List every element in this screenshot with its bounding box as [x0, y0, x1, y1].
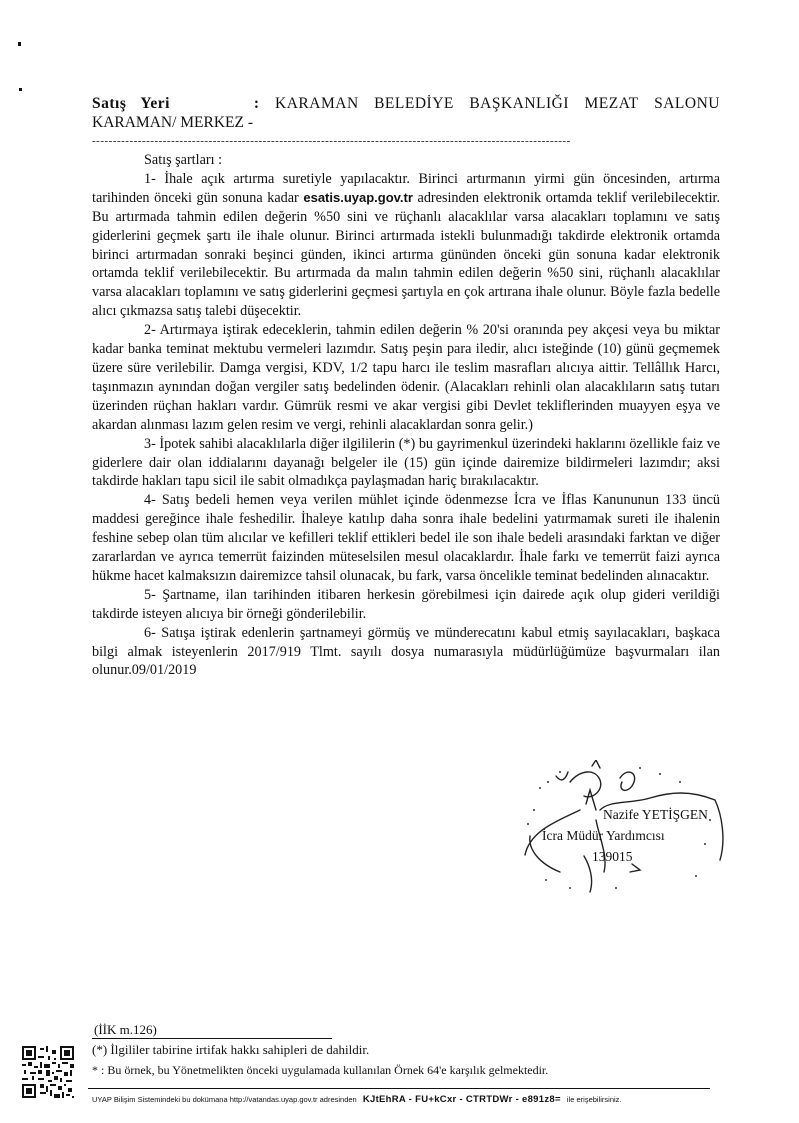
condition-4: 4- Satış bedeli hemen veya verilen mühlet içinde ödenmezse İcra ve İflas Kanununun 133 üncü maddesi gereğince ihale feshedilir. İhaleye katılıp daha sonra ihale bedelini yatırmamak sureti ile ihalenin feshine sebep olan tüm alıcılar ve kefilleri teklif ettikleri bedel ile son ihale bedeli arasındaki farktan ve diğer zararlardan ve ayrıca temerrüt faizinden müteselsilen mesul olacaklardır. İhale farkı ve temerrüt faizi ayrıca hükme hacet kalmaksızın dairemizce tahsil olunacak, bu fark, varsa öncelikle teminat bedelinden alınacaktır.	[92, 492, 720, 584]
scan-mark	[19, 88, 22, 91]
place-word: BELEDİYE	[374, 95, 454, 112]
esatis-url: esatis.uyap.gov.tr	[303, 189, 413, 205]
separator-line: -------------------------------------------------------------------------------------------------------------------	[92, 136, 571, 146]
place-line2: KARAMAN/ MERKEZ -	[92, 114, 254, 131]
place-word: MEZAT	[584, 95, 639, 112]
law-reference: (İİK m.126)	[94, 1022, 157, 1037]
condition-3: 3- İpotek sahibi alacaklılarla diğer ilgililerin (*) bu gayrimenkul üzerindeki haklarını özellikle faiz ve giderlere dair olan iddialarını dayanağı belgeler ile (15) gün içinde dairemize bildirmeleri lazımdır; aksi takdirde hakları tapu sicil ile sabit olmadıkça paylaşmadan hariç bırakılacaktır.	[92, 435, 720, 490]
sale-conditions	[92, 151, 720, 680]
footnotes	[92, 1020, 712, 1080]
document-access-code: KJtEhRA - FU+kCxr - CTRTDWr - e891z8=	[362, 1094, 561, 1105]
label-satis: Satış	[92, 95, 127, 112]
condition-6: 6- Satışa iştirak edenlerin şartnameyi görmüş ve münderecatını kabul etmiş sayılacakları, başkaca bilgi almak isteyenlerin 2017/919 Tlmt. sayılı dosya numarasıyla müdürlüğümüze başvurmaları ilan olunur.09/01/2019	[92, 624, 720, 679]
condition-2: 2- Artırmaya iştirak edeceklerin, tahmin edilen değerin % 20'si oranında pey akçesi veya bu miktar kadar banka teminat mektubu vermeleri lazımdır. Satış peşin para iledir, alıcı isteğinde (10) günü geçmemek üzere süre verilebilir. Damga vergisi, KDV, 1/2 tapu harcı ile teslim masrafları alıcıya aittir. Tellâllık Harcı, taşınmazın aynından doğan vergiler satış bedelinden ödenir. (Alacakları rehinli olan alacaklıların satış tutarı üzerinden rüçhan hakları vardır. Gümrük resmi ve akar vergisi gibi Devlet tekliflerinden muayyen eşya ve akardan alınması lazım gelen resim ve vergi, rehinli alacaklardan sonra gelir.)	[92, 322, 720, 433]
conditions-heading: Satış şartları :	[144, 152, 223, 168]
footnote-1: (*) İlgililer tabirine irtifak hakkı sahipleri de dahildir.	[92, 1042, 370, 1057]
footer-rule	[88, 1088, 710, 1089]
label-colon: :	[253, 95, 260, 112]
signer-number: 139015	[592, 849, 633, 864]
condition-1: 1- İhale açık artırma suretiyle yapılacaktır. Birinci artırmanın yirmi gün öncesinden, artırma tarihinden önceki gün sonuna kadar esatis.uyap.gov.tr adresinden elektronik ortamda teklif verilebilecektir. Bu artırmada tahmin edilen değerin %50 sini ve rüçhanlı alacaklılar varsa alacakları toplamını ve satış giderlerini geçmek şartı ile ihale olunur. Birinci artırmada istekli bulunmadığı takdirde elektronik ortamda birinci artırmadan sonraki beşinci günden, ikinci artırma gününden önceki gün sonuna kadar elektronik ortamda teklif verilebilecektir. Bu artırmada da malın tahmin edilen değerin %50 sini, rüçhanlı alacaklılar varsa alacakları toplamını ve satış giderlerini geçmesi şartıyla en çok artırana ihale olunur. Böyle fazla bedelle alıcı çıkmazsa satış talebi düşecektir.	[92, 170, 720, 320]
qr-code	[22, 1046, 74, 1098]
signer-name: Nazife YETİŞGEN	[603, 807, 708, 822]
footer-prefix: UYAP Bilişim Sistemindeki bu dokümana http://vatandas.uyap.gov.tr adresinden	[92, 1095, 357, 1104]
footnote-rule	[92, 1038, 332, 1039]
footer-suffix: ile erişebilirsiniz.	[566, 1095, 622, 1104]
condition-5: 5- Şartname, ilan tarihinden itibaren herkesin görebilmesi için dairede açık olup gideri verildiği takdirde isteyen alıcıya bir örneği gönderilebilir.	[92, 586, 720, 622]
scan-mark	[18, 42, 21, 46]
uyap-footer	[92, 1094, 722, 1105]
place-word: BAŞKANLIĞI	[469, 95, 570, 112]
signer-title: İcra Müdür Yardımcısı	[542, 828, 665, 843]
label-yeri: Yeri	[140, 95, 170, 112]
footnote-2: * : Bu örnek, bu Yönetmelikten önceki uygulamada kullanılan Örnek 64'e karşılık gelmektedir.	[92, 1063, 549, 1077]
signature-block	[500, 760, 730, 900]
place-word: SALONU	[654, 95, 720, 112]
place-word: KARAMAN	[275, 95, 359, 112]
sale-location-header	[92, 94, 720, 132]
